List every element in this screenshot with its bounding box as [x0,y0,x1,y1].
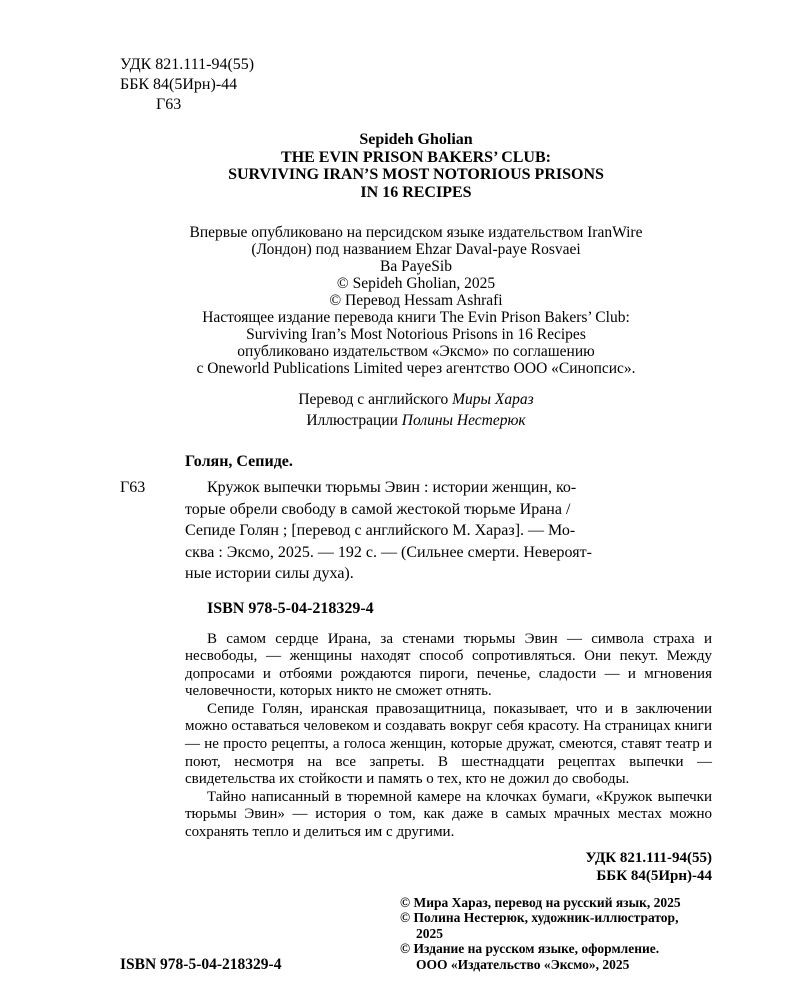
catalog-line: торые обрели свободу в самой жестокой тюрьме Ирана / [185,500,571,518]
bbk-code: ББК 84(5Ирн)-44 [120,76,238,93]
imprint-line: с Oneworld Publications Limited через агентство ООО «Синопсис». [196,360,636,377]
illustration-label: Иллюстрации [306,412,402,429]
catalog-line: Кружок выпечки тюрьмы Эвин : истории женщин, ко- [207,479,577,496]
original-author: Sepideh Gholian [359,131,473,148]
catalog-line: ные истории силы духа). [185,565,354,582]
catalog-line: Сепиде Голян ; [перевод с английского М. Хараз]. — Мо- [185,522,576,539]
bottom-row [120,894,712,975]
translator-name: Миры Хараз [452,391,534,408]
imprint-line: Ba PayeSib [380,258,452,275]
translation-credit [120,389,712,410]
catalog-line: сква : Эксмо, 2025. — 192 с. — (Сильнее смерти. Невероят- [185,543,592,561]
isbn-bottom: ISBN 978-5-04-218329-4 [120,955,282,973]
copyright-line: © Издание на русском языке, оформление. [400,941,660,957]
annotation-block [185,631,712,842]
catalog-author: Голян, Сепиде. [185,453,293,470]
translation-label: Перевод с английского [298,391,453,408]
imprint-block [120,224,712,377]
bbk-code-bottom: ББК 84(5Ирн)-44 [596,867,712,884]
catalog-code: Г63 [120,479,146,496]
udk-code: УДК 821.111-94(55) [120,56,255,73]
copyright-block [400,894,712,975]
imprint-line: опубликовано издательством «Эксмо» по соглашению [237,343,595,360]
imprint-line: © Sepideh Gholian, 2025 [336,275,496,292]
isbn-catalog: ISBN 978-5-04-218329-4 [207,599,374,617]
imprint-line: © Перевод Hessam Ashrafi [329,292,503,309]
credits-block [120,389,712,431]
imprint-line: Настоящее издание перевода книги The Evin Prison Bakers’ Club: [202,309,630,326]
imprint-line: (Лондон) под названием Ehzar Daval-paye Rosvaei [251,241,581,258]
author-sign-code: Г63 [156,96,182,113]
copyright-line: ООО «Издательство «Эксмо», 2025 [416,957,630,972]
annotation-paragraph: Сепиде Голян, иранская правозащитница, показывает, что и в заключении можно оставаться человеком и создавать вокруг себя красоту. На страницах книги — не просто рецепты, а голоса женщин, которые дружат, смеются, ставят театр и поют, несмотря на все запреты. В шестнадцати рецептах выпечки — свидетельства их стойкости и память о тех, кто не дожил до свободы. [185,700,712,788]
copyright-line: © Мира Хараз, перевод на русский язык, 2025 [400,894,681,910]
copyright-line: © Полина Нестерюк, художник-иллюстратор, [400,910,679,926]
catalog-description [185,477,712,585]
imprint-line: Впервые опубликовано на персидском языке издательством IranWire [189,224,643,241]
illustration-credit [120,410,712,431]
catalog-entry [120,477,712,585]
classification-codes-bottom [120,849,712,885]
annotation-paragraph: Тайно написанный в тюремной камере на клочках бумаги, «Кружок выпечки тюрьмы Эвин» — история о том, как даже в самых мрачных местах можно сохранять тепло и делиться им с другими. [185,788,712,841]
original-title-block [120,131,712,201]
original-title-line-1: THE EVIN PRISON BAKERS’ CLUB: [281,148,551,166]
imprint-line: Surviving Iran’s Most Notorious Prisons in 16 Recipes [246,326,586,343]
original-title-line-3: IN 16 RECIPES [360,183,472,201]
classification-codes-top [120,55,712,115]
original-title-line-2: SURVIVING IRAN’S MOST NOTORIOUS PRISONS [228,166,604,183]
illustrator-name: Полины Нестерюк [401,412,526,429]
annotation-paragraph: В самом сердце Ирана, за стенами тюрьмы Эвин — символа страха и несвободы, — женщины находят способ сопротивляться. Они пекут. Между допросами и отбоями рождаются пироги, печенье, сладости — и мгновения человечности, которых никто не сможет отнять. [185,630,712,700]
udk-code-bottom: УДК 821.111-94(55) [585,849,712,866]
copyright-line: 2025 [416,925,443,941]
